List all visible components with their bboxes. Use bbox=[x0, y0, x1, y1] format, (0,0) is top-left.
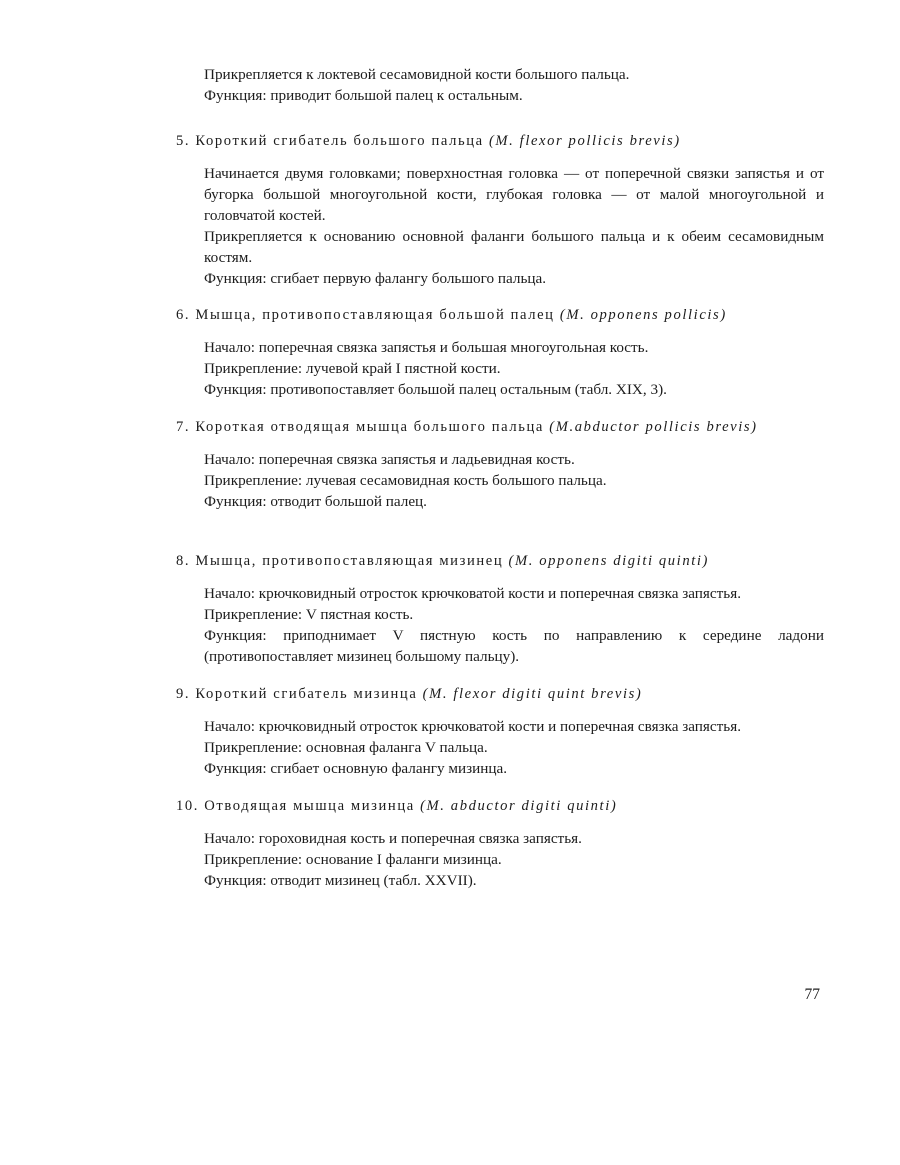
section-latin-name: (M. abductor digiti quinti) bbox=[420, 798, 618, 814]
section-paragraph: Функция: отводит мизинец (табл. XXVII). bbox=[204, 872, 477, 889]
section-paragraph: Прикрепление: основная фаланга V пальца. bbox=[204, 739, 488, 756]
section-paragraph: Прикрепление: V пястная кость. bbox=[204, 606, 414, 623]
section-8 bbox=[176, 551, 824, 667]
section-body bbox=[204, 716, 824, 779]
section-10 bbox=[176, 796, 824, 891]
section-paragraph: Начало: поперечная связка запястья и ладьевидная кость. bbox=[204, 451, 575, 468]
section-paragraph: Функция: отводит большой палец. bbox=[204, 493, 427, 510]
page-number: 77 bbox=[804, 986, 820, 1003]
section-number: 9. bbox=[176, 686, 191, 702]
section-9 bbox=[176, 684, 824, 779]
section-7 bbox=[176, 417, 824, 512]
section-title: Мышца, противопоставляющая большой палец bbox=[195, 307, 555, 323]
section-body bbox=[204, 337, 824, 400]
section-latin-name: (M. opponens pollicis) bbox=[559, 307, 727, 323]
section-latin-name: (M. flexor pollicis brevis) bbox=[488, 133, 681, 149]
section-heading bbox=[176, 796, 824, 816]
intro-continuation bbox=[204, 64, 824, 106]
section-title: Короткая отводящая мышца большого пальца bbox=[195, 419, 544, 435]
section-heading bbox=[176, 131, 824, 151]
section-number: 10. bbox=[176, 798, 200, 814]
section-latin-name: (M.abductor pollicis brevis) bbox=[549, 419, 758, 435]
section-paragraph: Начало: поперечная связка запястья и большая многоугольная кость. bbox=[204, 339, 649, 356]
section-paragraph: Прикрепление: лучевая сесамовидная кость большого пальца. bbox=[204, 472, 607, 489]
section-paragraph: Функция: противопоставляет большой палец остальным (табл. XIX, 3). bbox=[204, 381, 667, 398]
section-6 bbox=[176, 305, 824, 400]
section-paragraph: Начало: гороховидная кость и поперечная связка запястья. bbox=[204, 830, 582, 847]
section-paragraph: Прикрепление: основание I фаланги мизинца. bbox=[204, 851, 502, 868]
section-paragraph: Функция: сгибает основную фалангу мизинца. bbox=[204, 760, 508, 777]
section-heading bbox=[176, 551, 824, 571]
section-latin-name: (M. flexor digiti quint brevis) bbox=[422, 686, 643, 702]
section-latin-name: (M. opponens digiti quinti) bbox=[508, 553, 709, 569]
section-paragraph: Начало: крючковидный отросток крючковатой кости и поперечная связка запястья. bbox=[204, 718, 742, 735]
section-title: Мышца, противопоставляющая мизинец bbox=[195, 553, 504, 569]
section-paragraph: Прикрепление: лучевой край I пястной кости. bbox=[204, 360, 501, 377]
section-paragraph: Начало: крючковидный отросток крючковатой кости и поперечная связка запястья. bbox=[204, 585, 742, 602]
section-title: Короткий сгибатель большого пальца bbox=[195, 133, 484, 149]
intro-line: Прикрепляется к локтевой сесамовидной кости большого пальца. bbox=[204, 66, 630, 83]
section-body bbox=[204, 163, 824, 289]
section-paragraph: Прикрепляется к основанию основной фаланги большого пальца и к обеим сесамовидным костям. bbox=[204, 228, 824, 266]
section-number: 8. bbox=[176, 553, 191, 569]
section-paragraph: Функция: сгибает первую фалангу большого пальца. bbox=[204, 270, 547, 287]
section-heading bbox=[176, 417, 776, 437]
section-heading bbox=[176, 305, 824, 325]
section-title: Отводящая мышца мизинца bbox=[204, 798, 415, 814]
section-number: 7. bbox=[176, 419, 191, 435]
section-body bbox=[204, 828, 824, 891]
section-paragraph: Функция: приподнимает V пястную кость по направлению к середине ладони (противопоставляет мизинец большому пальцу). bbox=[204, 627, 824, 665]
section-body bbox=[204, 583, 824, 667]
section-paragraph: Начинается двумя головками; поверхностная головка — от поперечной связки запястья и от бугорка большой многоугольной кости, глубокая головка — от малой многоугольной и головчатой костей. bbox=[204, 165, 824, 224]
section-heading bbox=[176, 684, 824, 704]
section-5 bbox=[176, 131, 824, 289]
section-body bbox=[204, 449, 824, 512]
intro-line: Функция: приводит большой палец к остальным. bbox=[204, 87, 523, 104]
section-number: 5. bbox=[176, 133, 191, 149]
section-title: Короткий сгибатель мизинца bbox=[195, 686, 418, 702]
section-number: 6. bbox=[176, 307, 191, 323]
